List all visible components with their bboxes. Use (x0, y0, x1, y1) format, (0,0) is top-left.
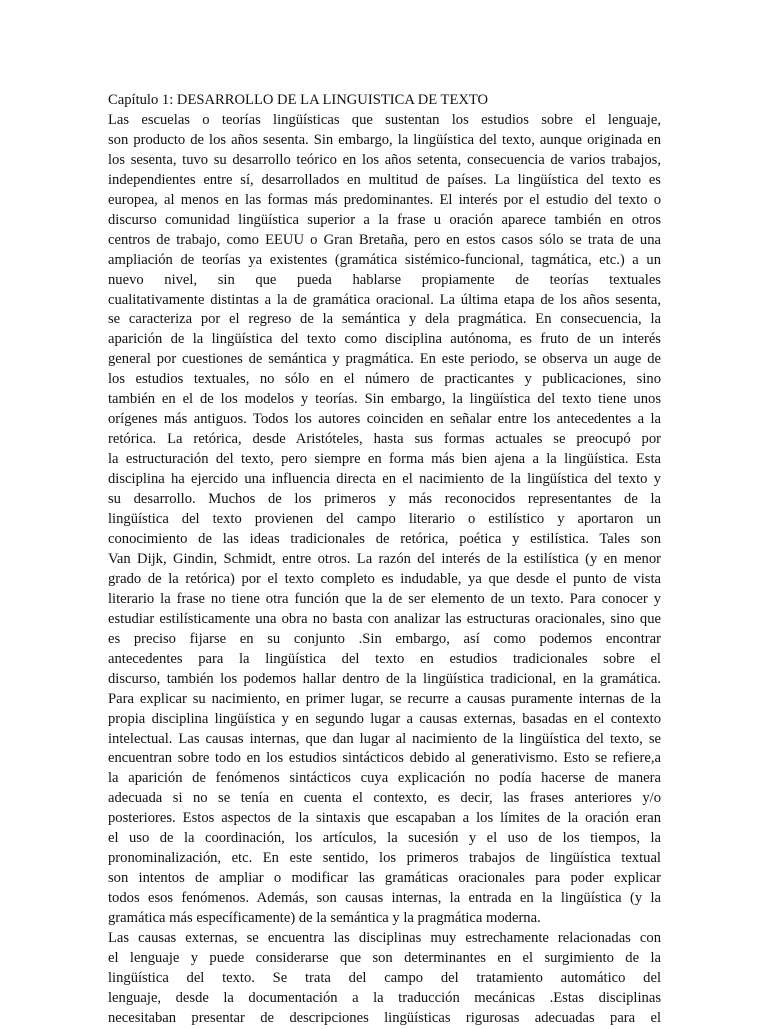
text-line: Las escuelas o teorías lingüísticas que sustentan los estudios sobre el lenguaje, (108, 111, 661, 128)
text-line: lenguaje, desde la documentación a la traducción mecánicas .Estas disciplinas (108, 989, 661, 1006)
text-line: los estudios textuales, no sólo en el número de practicantes y publicaciones, sino (108, 371, 661, 388)
text-line: necesitaban presentar de descripciones lingüísticas rigurosas adecuadas para el (108, 1009, 661, 1026)
text-line: la aparición de fenómenos sintácticos cuya explicación no podía hacerse de manera (108, 770, 661, 787)
text-line: Las causas externas, se encuentra las disciplinas muy estrechamente relacionadas con (108, 930, 661, 947)
text-line: general por cuestiones de semántica y pragmática. En este periodo, se observa un auge de (108, 351, 661, 368)
text-line: retórica. La retórica, desde Aristóteles, hasta sus formas actuales se preocupó por (108, 431, 661, 448)
text-line: ampliación de teorías ya existentes (gramática sistémico-funcional, tagmática, etc.) a un (108, 251, 661, 268)
text-line: discurso, también los podemos hallar dentro de la lingüística tradicional, en la gramática. (108, 670, 661, 687)
text-line: los sesenta, tuvo su desarrollo teórico en los años setenta, consecuencia de varios trabajos, (108, 151, 661, 168)
text-line: antecedentes para la lingüística del texto en estudios tradicionales sobre el (108, 650, 661, 667)
text-line: pronominalización, etc. En este sentido, los primeros trabajos de lingüística textual (108, 850, 661, 867)
text-line: aparición de la lingüística del texto como disciplina autónoma, es fruto de un interés (108, 331, 661, 348)
text-line: también en el de los modelos y teorías. Sin embargo, la lingüística del texto tiene unos (108, 391, 661, 408)
text-line: europea, al menos en las formas más predominantes. El interés por el estudio del texto o (108, 191, 661, 208)
text-line: la estructuración del texto, pero siempre en forma más bien ajena a la lingüística. Esta (108, 451, 661, 468)
text-line: estudiar estilísticamente una obra no basta con analizar las estructuras oracionales, sino que (108, 610, 661, 627)
text-line: literario la frase no tiene otra función que la de ser elemento de un texto. Para conocer y (108, 590, 661, 607)
text-line: nuevo nivel, sin que pueda hablarse propiamente de teorías textuales (108, 271, 661, 288)
text-line: es preciso fijarse en su conjunto .Sin embargo, así como podemos encontrar (108, 630, 661, 647)
text-line: intelectual. Las causas internas, que dan lugar al nacimiento de la lingüística del texto, se (108, 730, 661, 747)
text-line: propia disciplina lingüística y en segundo lugar a causas externas, basadas en el contexto (108, 710, 661, 727)
text-line: posteriores. Estos aspectos de la sintaxis que escapaban a los límites de la oración eran (108, 810, 661, 827)
text-line: Van Dijk, Gindin, Schmidt, entre otros. La razón del interés de la estilística (y en menor (108, 550, 661, 567)
chapter-title: Capítulo 1: DESARROLLO DE LA LINGUISTICA DE TEXTO (108, 92, 489, 108)
text-line: su desarrollo. Muchos de los primeros y más reconocidos representantes de la (108, 491, 661, 508)
text-line: todos esos fenómenos. Además, son causas internas, la entrada en la lingüística (y la (108, 890, 661, 907)
text-line: gramática más específicamente) de la semántica y la pragmática moderna. (108, 910, 541, 927)
document-page (108, 91, 661, 1029)
text-line: encuentran sobre todo en los estudios sintácticos debido al generativismo. Esto se refiere,a (108, 750, 661, 767)
text-line: se caracteriza por el regreso de la semántica y dela pragmática. En consecuencia, la (108, 311, 661, 328)
text-line: independientes entre sí, desarrollados en multitud de países. La lingüística del texto es (108, 171, 661, 188)
text-line: discurso comunidad lingüística superior a la frase u oración aparece también en otros (108, 211, 661, 228)
text-line: son intentos de ampliar o modificar las gramáticas oracionales para poder explicar (108, 870, 661, 887)
text-line: lingüística del texto provienen del campo literario o estilístico y aportaron un (108, 511, 661, 528)
text-line: cualitativamente distintas a la de gramática oracional. La última etapa de los años sesenta, (108, 291, 661, 308)
text-line: son producto de los años sesenta. Sin embargo, la lingüística del texto, aunque originada en (108, 131, 661, 148)
text-line: el lenguaje y puede considerarse que son determinantes en el surgimiento de la (108, 949, 661, 966)
text-line: Para explicar su nacimiento, en primer lugar, se recurre a causas puramente internas de la (108, 690, 661, 707)
text-line: orígenes más antiguos. Todos los autores coinciden en señalar entre los antecedentes a la (108, 411, 661, 428)
text-line: adecuada si no se tenía en cuenta el contexto, es decir, las frases anteriores y/o (108, 790, 661, 807)
text-line: disciplina ha ejercido una influencia directa en el nacimiento de la lingüística del texto y (108, 471, 661, 488)
text-line: lingüística del texto. Se trata del campo del tratamiento automático del (108, 969, 661, 986)
text-line: el uso de la coordinación, los artículos, la sucesión y el uso de los tiempos, la (108, 830, 661, 847)
text-line: conocimiento de las ideas tradicionales de retórica, poética y estilística. Tales son (108, 530, 661, 547)
text-line: centros de trabajo, como EEUU o Gran Bretaña, pero en estos casos sólo se trata de una (108, 231, 661, 248)
body-text (108, 111, 661, 1029)
text-line: grado de la retórica) por el texto completo es indudable, ya que desde el punto de vista (108, 570, 661, 587)
